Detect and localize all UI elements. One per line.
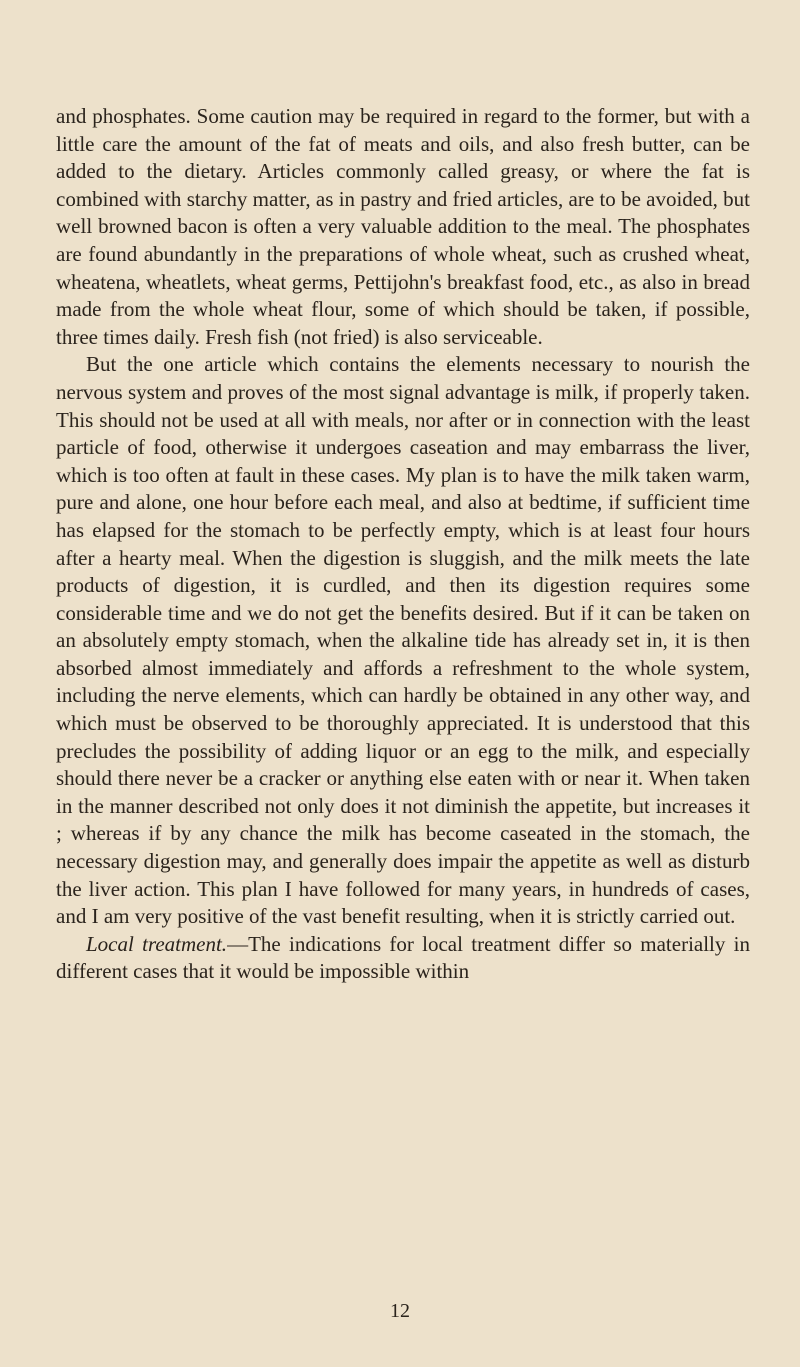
page-number: 12 (390, 1300, 410, 1322)
paragraph-milk: But the one article which contains the elements necessary to nourish the nervous system and proves of the most signal advantage is milk, if properly taken. This should not be used at all with meals, nor after or in connection with the least particle of food, otherwise it undergoes caseation and may embarrass the liver, which is too often at fault in these cases. My plan is to have the milk taken warm, pure and alone, one hour before each meal, and also at bedtime, if sufficient time has elapsed for the stomach to be perfectly empty, which is at least four hours after a hearty meal. When the digestion is sluggish, and the milk meets the late products of digestion, it is curdled, and then its digestion requires some considerable time and we do not get the benefits desired. But if it can be taken on an absolutely empty stomach, when the alkaline tide has already set in, it is then absorbed almost immediately and affords a refreshment to the whole system, including the nerve elements, which can hardly be obtained in any other way, and which must be observed to be thoroughly appreciated. It is understood that this precludes the possibility of adding liquor or an egg to the milk, and especially should there never be a cracker or anything else eaten with or near it. When taken in the manner described not only does it not diminish the appetite, but increases it ; whereas if by any chance the milk has become caseated in the stomach, the necessary digestion may, and generally does impair the appetite as well as disturb the liver action. This plan I have followed for many years, in hundreds of cases, and I am very positive of the vast benefit resulting, when it is strictly carried out. (56, 352, 750, 929)
paragraph-local-treatment (56, 931, 750, 986)
body-text (56, 103, 750, 986)
section-heading-local-treatment: Local treatment. (86, 931, 228, 956)
paragraph-local-treatment-text: —The indications for local treatment differ so materially in different cases that it would be impossible within (56, 931, 750, 984)
paragraph-phosphates: and phosphates. Some caution may be required in regard to the former, but with a little care the amount of the fat of meats and oils, and also fresh butter, can be added to the dietary. Articles commonly called greasy, or where the fat is combined with starchy matter, as in pastry and fried articles, are to be avoided, but well browned bacon is often a very valuable addition to the meal. The phosphates are found abundantly in the preparations of whole wheat, such as crushed wheat, wheatena, wheatlets, wheat germs, Pettijohn's breakfast food, etc., as also in bread made from the whole wheat flour, some of which should be taken, if possible, three times daily. Fresh fish (not fried) is also serviceable. (56, 104, 750, 349)
